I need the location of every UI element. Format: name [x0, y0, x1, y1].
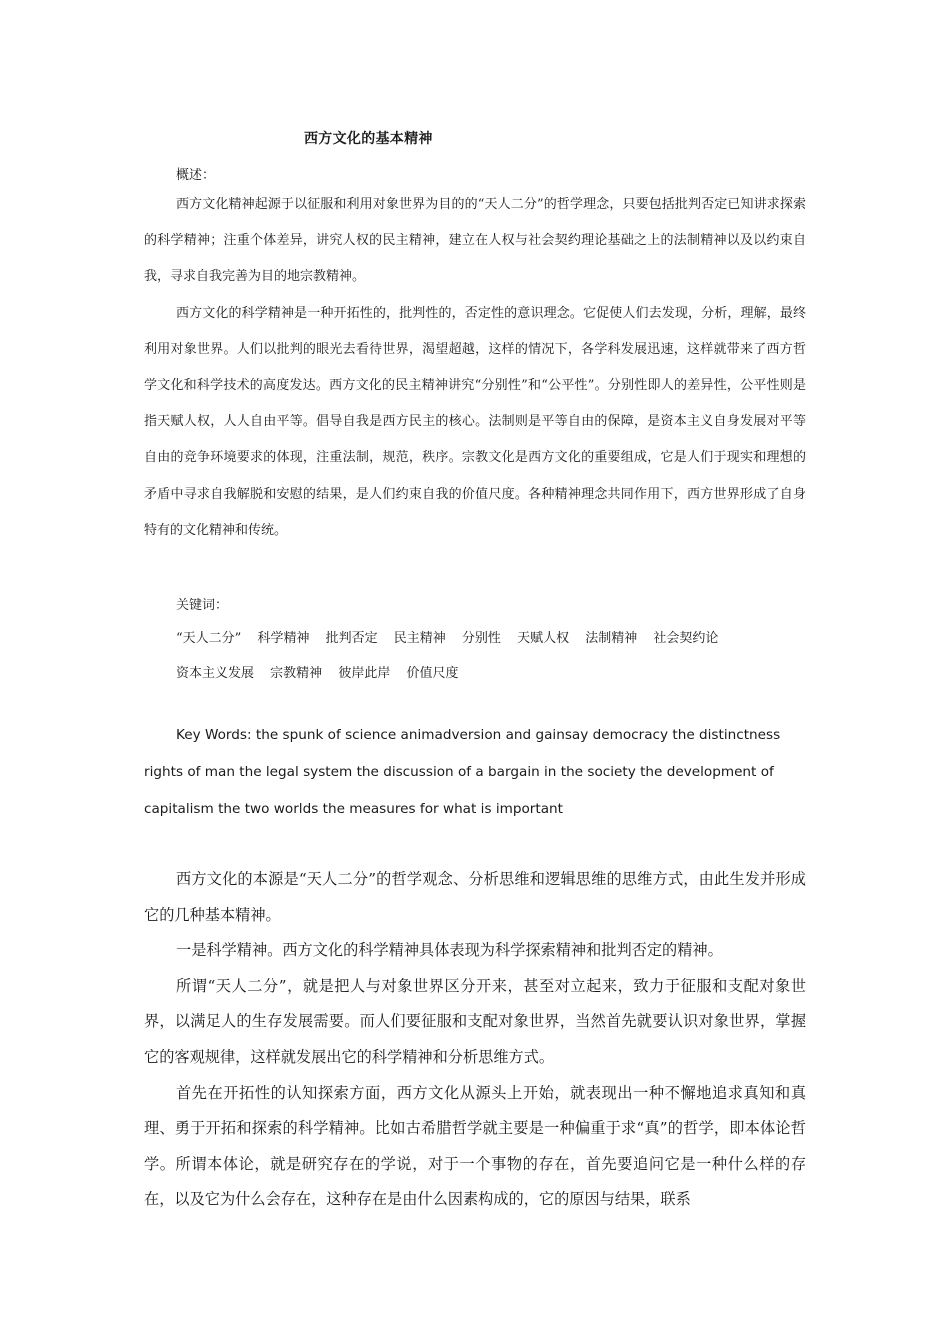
keyword: 分别性: [461, 631, 501, 646]
body-paragraph: 首先在开拓性的认知探索方面，西方文化从源头上开始，就表现出一种不懈地追求真知和真理、勇于开拓和探索的科学精神。比如古希腊哲学就主要是一种偏重于求“真”的哲学，即本体论哲学。所谓本体论，就是研究存在的学说，对于一个事物的存在，首先要追问它是一种什么样的存在，以及它为什么会存在，这种存在是由什么因素构成的，它的原因与结果，联系: [144, 1083, 806, 1209]
body-paragraph: 一是科学精神。西方文化的科学精神具体表现为科学探索精神和批判否定的精神。: [176, 941, 723, 960]
overview-paragraph: 西方文化精神起源于以征服和利用对象世界为目的的“天人二分”的哲学理念，只要包括批判否定已知讲求探索的科学精神；注重个体差异，讲究人权的民主精神，建立在人权与社会契约理论基础之上的法制精神以及以约束自我，寻求自我完善为目的地宗教精神。: [144, 197, 806, 285]
keyword: 科学精神: [257, 631, 310, 646]
overview-label: 概述：: [176, 168, 216, 183]
keyword: 批判否定: [325, 631, 378, 646]
keyword: 法制精神: [585, 631, 638, 646]
keyword: 社会契约论: [653, 631, 719, 646]
body-section: [144, 862, 806, 1218]
keyword: 宗教精神: [270, 666, 323, 681]
document-title: 西方文化的基本精神: [304, 131, 433, 147]
keyword: 民主精神: [393, 631, 446, 646]
keywords-english-text: Key Words: the spunk of science animadversion and gainsay democracy the distinctness rights of man the legal system the discussion of a bargain in the society the development of capitalism the two worlds the measures for what is important: [144, 727, 781, 817]
overview-paragraph: 西方文化的科学精神是一种开拓性的，批判性的，否定性的意识理念。它促使人们去发现，分析，理解，最终利用对象世界。人们以批判的眼光去看待世界，渴望超越，这样的情况下，各学科发展迅速，这样就带来了西方哲学文化和科学技术的高度发达。西方文化的民主精神讲究“分别性”和“公平性”。分别性即人的差异性，公平性则是指天赋人权，人人自由平等。倡导自我是西方民主的核心。法制则是平等自由的保障，是资本主义自身发展对平等自由的竞争环境要求的体现，注重法制，规范，秩序。宗教文化是西方文化的重要组成，它是人们于现实和理想的矛盾中寻求自我解脱和安慰的结果，是人们约束自我的价值尺度。各种精神理念共同作用下，西方世界形成了自身特有的文化精神和传统。: [144, 305, 806, 538]
keyword: 彼岸此岸: [338, 666, 391, 681]
keywords-english: [144, 717, 806, 828]
keywords-label: 关键词：: [176, 598, 229, 613]
keyword: 天赋人权: [517, 631, 570, 646]
overview-section: [144, 187, 806, 549]
keywords-cn-line-2: [176, 662, 470, 681]
keyword: 资本主义发展: [176, 666, 255, 681]
keyword: 价值尺度: [406, 666, 459, 681]
keywords-cn-line-1: [176, 627, 730, 646]
keyword: “天人二分”: [176, 631, 242, 646]
body-paragraph: 所谓“天人二分”，就是把人与对象世界区分开来，甚至对立起来，致力于征服和支配对象世界，以满足人的生存发展需要。而人们要征服和支配对象世界，当然首先就要认识对象世界，掌握它的客观规律，这样就发展出它的科学精神和分析思维方式。: [144, 976, 806, 1066]
body-paragraph: 西方文化的本源是“天人二分”的哲学观念、分析思维和逻辑思维的思维方式，由此生发并形成它的几种基本精神。: [144, 870, 806, 924]
